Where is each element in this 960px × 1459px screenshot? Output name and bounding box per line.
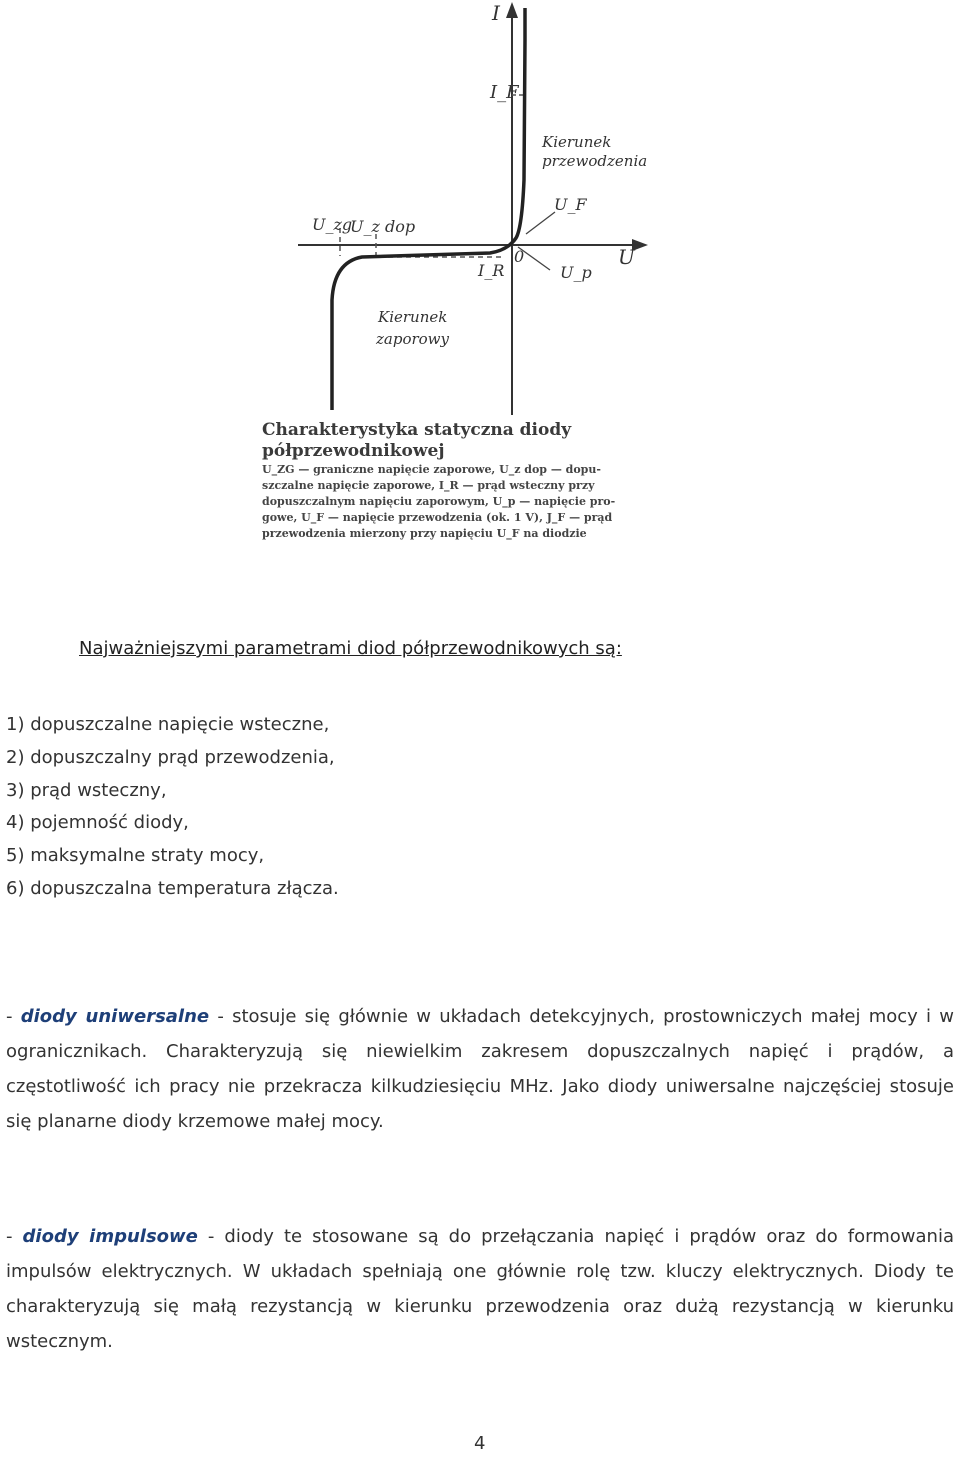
figure-caption-line: U_ZG — graniczne napięcie zaporowe, U_z dop — dopu-	[262, 463, 601, 476]
ir-label: I_R	[478, 261, 505, 280]
reverse-direction-line2: zaporowy	[376, 330, 449, 348]
list-item: 4) pojemność diody,	[6, 812, 189, 834]
universal-diodes-text: - stosuje się głównie w układach detekcyjnych, prostowniczych małej mocy i w ogranicznikach. Charakteryzują się niewielkim zakresem dopuszczalnych napięć i prądów, a częstotliwość ich pracy nie przekracza kilkudziesięciu MHz. Jako diody uniwersalne najczęściej stosuje się planarne diody krzemowe małej mocy.	[6, 1006, 954, 1132]
parameters-heading: Najważniejszymi parametrami diod półprzewodnikowych są:	[79, 638, 622, 659]
forward-direction-line2: przewodzenia	[542, 152, 648, 170]
if-label: I_F	[490, 82, 519, 103]
uf-pointer	[526, 212, 555, 234]
paragraph-prefix: -	[6, 1226, 23, 1247]
pulse-diodes-paragraph	[6, 1219, 954, 1359]
uzdop-label: U_z dop	[350, 217, 416, 236]
figure-caption-title-line: Charakterystyka statyczna diody	[262, 420, 572, 440]
pulse-diodes-term: diody impulsowe	[22, 1226, 198, 1247]
pulse-diodes-text: - diody te stosowane są do przełączania napięć i prądów oraz do formowania impulsów elektrycznych. W układach spełniają one głównie rolę tzw. kluczy elektrycznych. Diody te charakteryzują się małą rezystancją w kierunku przewodzenia oraz dużą rezystancją w kierunku wstecznym.	[6, 1226, 954, 1352]
page-number: 4	[474, 1433, 486, 1454]
diode-characteristic-plot	[250, 0, 670, 420]
universal-diodes-paragraph	[6, 999, 954, 1139]
figure-caption-line: przewodzenia mierzony przy napięciu U_F na diodzie	[262, 527, 587, 540]
universal-diodes-term: diody uniwersalne	[20, 1006, 210, 1027]
figure-caption-body	[262, 462, 615, 542]
list-item: 5) maksymalne straty mocy,	[6, 845, 265, 867]
uzg-label: U_zg	[312, 215, 353, 234]
reverse-direction-line1: Kierunek	[378, 308, 448, 326]
parameters-list	[6, 709, 339, 906]
list-item: 3) prąd wsteczny,	[6, 779, 167, 801]
characteristic-curve	[332, 8, 525, 410]
y-axis-arrow	[506, 2, 518, 18]
figure-caption-title	[262, 420, 571, 462]
up-label: U_p	[560, 263, 592, 282]
list-item: 6) dopuszczalna temperatura złącza.	[6, 877, 339, 899]
figure-caption-title-line: półprzewodnikowej	[262, 441, 445, 461]
paragraph-prefix: -	[6, 1006, 21, 1027]
figure-caption-line: dopuszczalnym napięciu zaporowym, U_p — napięcie pro-	[262, 495, 616, 508]
list-item: 1) dopuszczalne napięcie wsteczne,	[6, 714, 330, 735]
forward-direction-line1: Kierunek	[542, 133, 612, 151]
x-axis-label: U	[618, 245, 635, 269]
figure-caption-line: szczalne napięcie zaporowe, I_R — prąd wsteczny przy	[262, 479, 595, 492]
figure-caption-line: gowe, U_F — napięcie przewodzenia (ok. 1 V), J_F — prąd	[262, 511, 613, 524]
y-axis-label: I	[492, 1, 500, 25]
origin-label: 0	[514, 247, 525, 266]
uf-label: U_F	[554, 195, 587, 214]
list-item: 2) dopuszczalny prąd przewodzenia,	[6, 746, 335, 768]
diode-characteristic-figure	[250, 0, 670, 560]
